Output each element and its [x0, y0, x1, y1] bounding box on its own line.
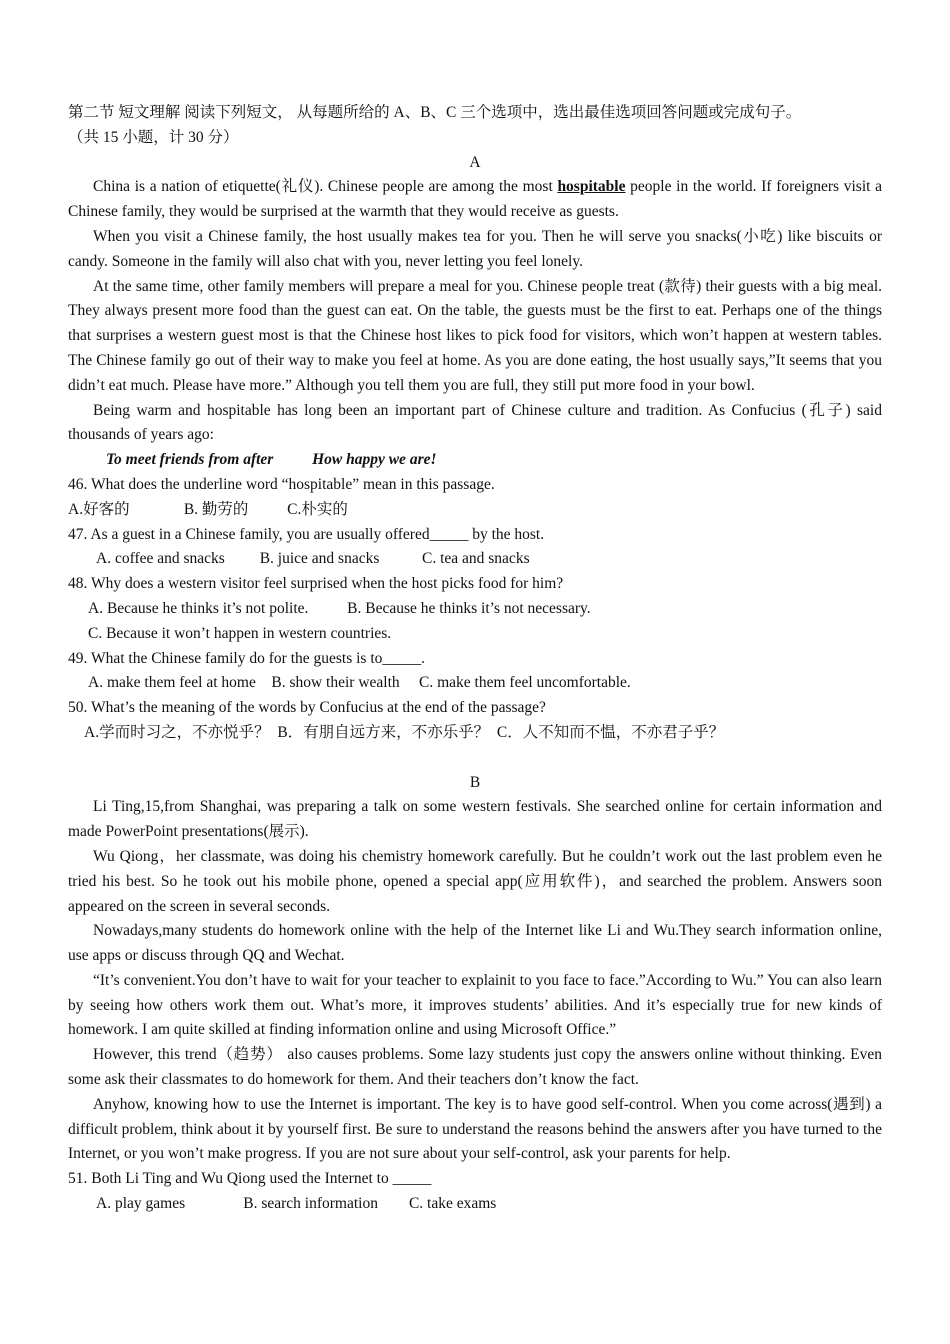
passage-a-paragraph-2: When you visit a Chinese family, the host usually makes tea for you. Then he will serve you snacks(小吃) like biscuits or candy. Someone in the family will also chat with you, never letting you feel lonely. [68, 227, 882, 270]
question-46-options: A.好客的 B. 勤劳的 C.朴实的 [68, 500, 348, 518]
question-47-options: A. coffee and snacks B. juice and snacks C. tea and snacks [96, 550, 530, 568]
question-48-options-c: C. Because it won’t happen in western countries. [88, 624, 392, 642]
keyword-hospitable: hospitable [557, 178, 626, 196]
spacer [68, 746, 882, 771]
document-page [68, 101, 882, 1217]
passage-a-paragraph-3: At the same time, other family members will prepare a meal for you. Chinese people treat (款待) their guests with a big meal. They always present more food than the guest can eat. On the table, the guests must be the first to eat. Perhaps one of the things that surprises a western guest most is that the Chinese host likes to pick food for visitors, which won’t happen at western tables. The Chinese family go out of their way to make you feel at home. As you are done eating, the host usually says,”It seems that you didn’t eat much. Please have more.” Although you tell them you are full, they still put more food in your bowl. [68, 277, 882, 394]
passage-b-paragraph-3: Nowadays,many students do homework online with the help of the Internet like Li and Wu.They search information online, use apps or discuss through QQ and Wechat. [68, 922, 882, 965]
passage-a-p1-after: people in the world. If foreigners visit a Chinese family, they would be surprised at the warmth that they would receive as guests. [68, 178, 882, 221]
question-50: 50. What’s the meaning of the words by Confucius at the end of the passage? [68, 699, 546, 717]
passage-a-paragraph-1 [68, 175, 882, 225]
confucius-quote: To meet friends from after How happy we are! [106, 451, 437, 469]
section-heading: 第二节 短文理解 阅读下列短文， 从每题所给的 A、B、C 三个选项中，选出最佳选项回答问题或完成句子。 [68, 104, 802, 121]
question-51: 51. Both Li Ting and Wu Qiong used the Internet to _____ [68, 1170, 432, 1188]
question-46: 46. What does the underline word “hospitable” mean in this passage. [68, 475, 495, 493]
question-49-options: A. make them feel at home B. show their wealth C. make them feel uncomfortable. [88, 674, 631, 692]
section-heading-count: （共 15 小题，计 30 分） [68, 128, 239, 146]
passage-b-title: B [469, 773, 481, 791]
passage-a-paragraph-4: Being warm and hospitable has long been an important part of Chinese culture and tradition. As Confucius (孔子) said thousands of years ago: [68, 401, 882, 444]
question-49: 49. What the Chinese family do for the guests is to_____. [68, 649, 426, 667]
passage-a-title: A [469, 153, 481, 171]
passage-b-paragraph-4: “It’s convenient.You don’t have to wait for your teacher to explainit to you face to face.”According to Wu.” You can also learn by seeing how others work them out. What’s more, it improves students’ abilities. And it’s especially true for new kinds of homework. I am quite skilled at finding information online and using Microsoft Office.” [68, 971, 882, 1039]
passage-b-paragraph-5: However, this trend（趋势） also causes problems. Some lazy students just copy the answers online without thinking. Even some ask their classmates to do homework for them. And their teachers don’t know the fact. [68, 1046, 882, 1089]
question-48: 48. Why does a western visitor feel surprised when the host picks food for him? [68, 575, 564, 593]
passage-a-p1-before: China is a nation of etiquette(礼仪). Chinese people are among the most [93, 178, 558, 196]
passage-b-paragraph-6: Anyhow, knowing how to use the Internet is important. The key is to have good self-control. When you come across(遇到) a difficult problem, think about it by yourself first. Be sure to understand the reasons behind the answers after you have turned to the Internet, or you won’t make progress. If you are not sure about your self-control, ask your parents for help. [68, 1095, 882, 1163]
question-51-options: A. play games B. search information C. take exams [96, 1195, 497, 1213]
question-50-options: A.学而时习之，不亦悦乎？ B．有朋自远方来，不亦乐乎？ C．人不知而不愠，不亦君子乎？ [84, 723, 725, 741]
question-48-options-ab: A. Because he thinks it’s not polite. B. Because he thinks it’s not necessary. [88, 599, 591, 617]
passage-b-paragraph-1: Li Ting,15,from Shanghai, was preparing a talk on some western festivals. She searched online for certain information and made PowerPoint presentations(展示). [68, 798, 882, 841]
question-47: 47. As a guest in a Chinese family, you are usually offered_____ by the host. [68, 525, 545, 543]
passage-b-paragraph-2: Wu Qiong，her classmate, was doing his chemistry homework carefully. But he couldn’t work out the last problem even he tried his best. So he took out his mobile phone, opened a special app(应用软件)，and searched the problem. Answers soon appeared on the screen in several seconds. [68, 847, 882, 915]
